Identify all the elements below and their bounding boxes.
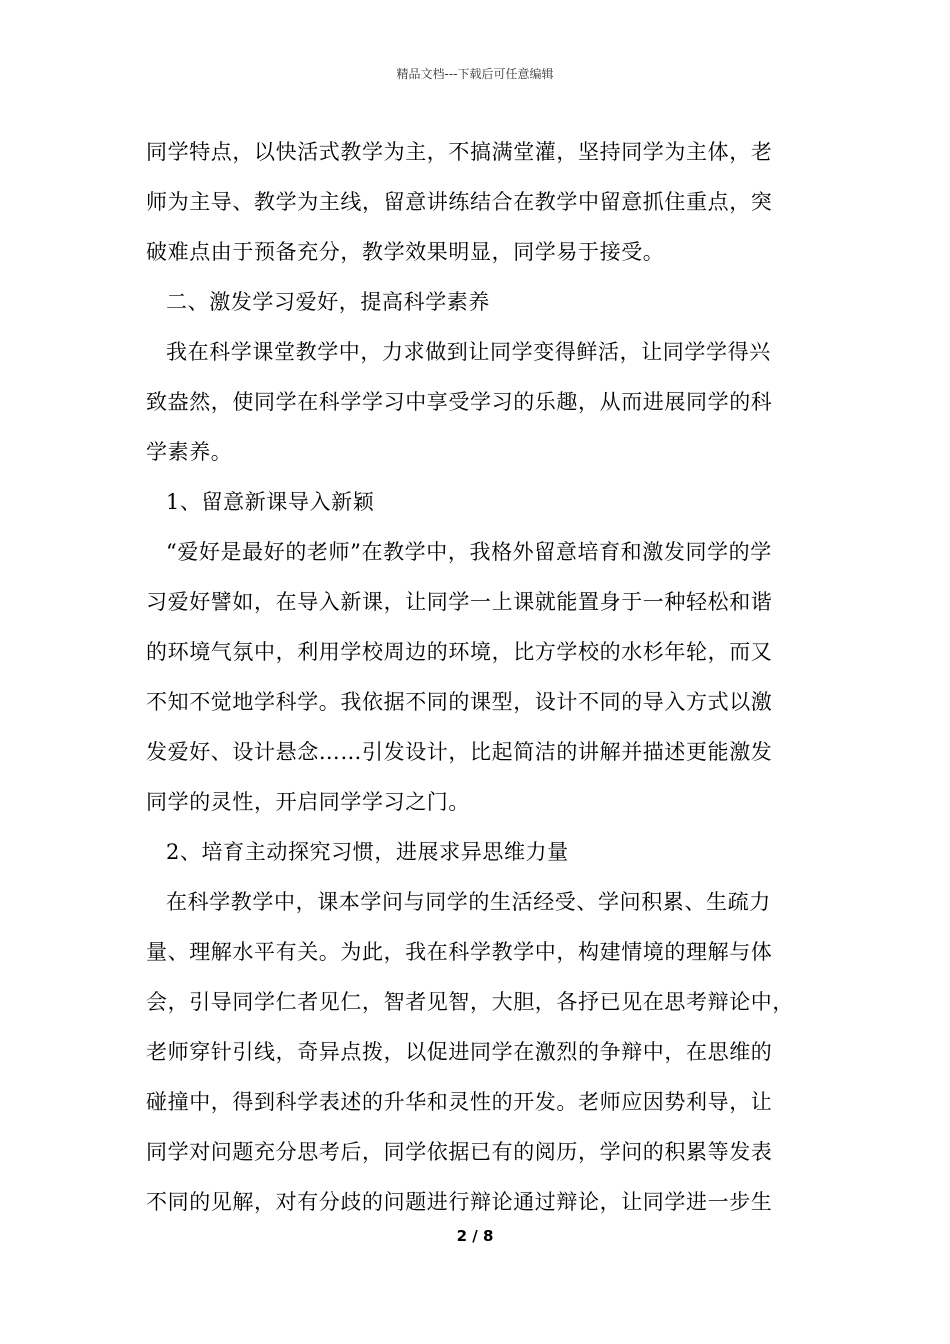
text-line: 我在科学课堂教学中，力求做到让同学变得鲜活，让同学学得兴 <box>166 340 771 364</box>
text-line: “爱好是最好的老师”在教学中，我格外留意培育和激发同学的学 <box>166 540 772 564</box>
text-line: 会，引导同学仁者见仁，智者见智，大胆，各抒已见在思考辩论中， <box>146 990 794 1014</box>
text-line: 同学特点，以快活式教学为主，不搞满堂灌，坚持同学为主体，老 <box>146 140 773 164</box>
text-line: 同学的灵性，开启同学学习之门。 <box>146 790 470 814</box>
subsection-heading: 1、留意新课导入新颖 <box>166 490 375 514</box>
page-number: 2 / 8 <box>456 1227 494 1245</box>
text-line: 碰撞中，得到科学表述的升华和灵性的开发。老师应因势利导，让 <box>146 1090 773 1114</box>
text-line: 在科学教学中，课本学问与同学的生活经受、学问积累、生疏力 <box>166 890 771 914</box>
text-line: 破难点由于预备充分，教学效果明显，同学易于接受。 <box>146 240 665 264</box>
document-body <box>146 127 808 1227</box>
subsection-heading: 2、培育主动探究习惯，进展求异思维力量 <box>166 840 569 864</box>
text-line: 同学对问题充分思考后，同学依据已有的阅历，学问的积累等发表 <box>146 1140 773 1164</box>
text-line: 发爱好、设计悬念……引发设计，比起简洁的讲解并描述更能激发 <box>146 740 773 764</box>
page-header: 精品文档---下载后可任意编辑 <box>396 67 554 81</box>
text-line: 量、理解水平有关。为此，我在科学教学中，构建情境的理解与体 <box>146 940 773 964</box>
text-line: 习爱好譬如，在导入新课，让同学一上课就能置身于一种轻松和谐 <box>146 590 773 614</box>
text-line: 的环境气氛中，利用学校周边的环境，比方学校的水杉年轮，而又 <box>146 640 773 664</box>
text-line: 致盎然，使同学在科学学习中享受学习的乐趣，从而进展同学的科 <box>146 390 773 414</box>
text-line: 学素养。 <box>146 440 233 464</box>
text-line: 不同的见解，对有分歧的问题进行辩论通过辩论，让同学进一步生 <box>146 1190 773 1214</box>
section-heading: 二、激发学习爱好，提高科学素养 <box>166 290 490 314</box>
text-line: 老师穿针引线，奇异点拨，以促进同学在激烈的争辩中，在思维的 <box>146 1040 773 1064</box>
text-line: 不知不觉地学科学。我依据不同的课型，设计不同的导入方式以激 <box>146 690 773 714</box>
text-line: 师为主导、教学为主线，留意讲练结合在教学中留意抓住重点，突 <box>146 190 773 214</box>
